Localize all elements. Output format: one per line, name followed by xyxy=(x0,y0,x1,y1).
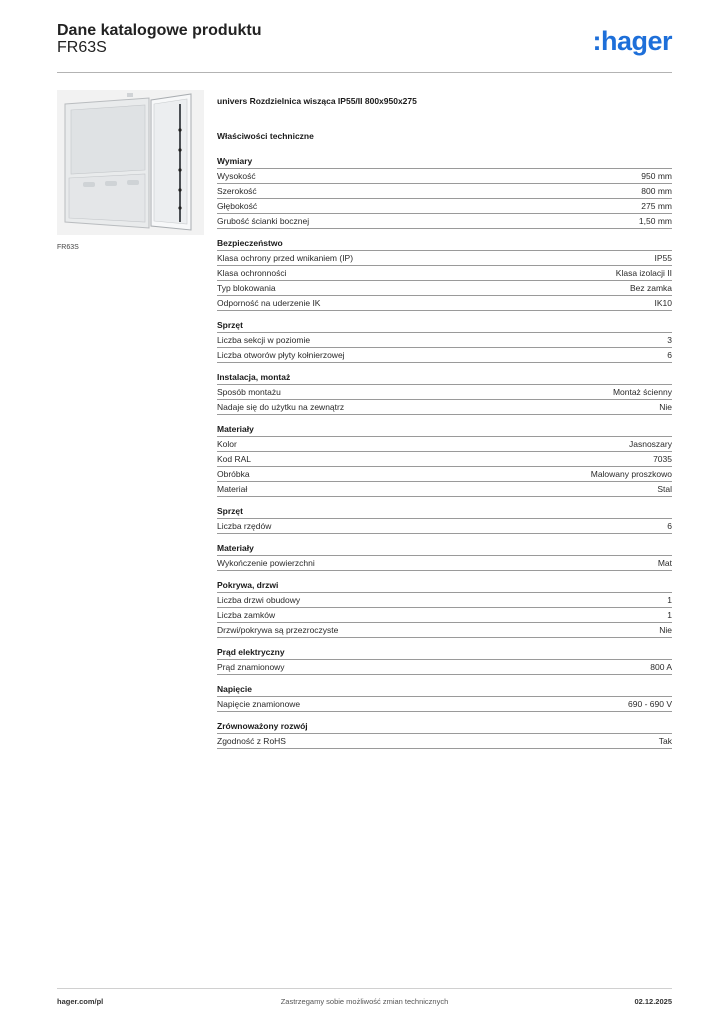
section-title: Instalacja, montaż xyxy=(217,371,672,385)
spec-value: 1,50 mm xyxy=(638,216,672,226)
spec-row xyxy=(217,660,672,675)
spec-row xyxy=(217,251,672,266)
spec-value: Klasa izolacji II xyxy=(615,268,672,278)
spec-row xyxy=(217,296,672,311)
section-title: Prąd elektryczny xyxy=(217,646,672,660)
spec-label: Obróbka xyxy=(217,469,250,479)
footer-date: 02.12.2025 xyxy=(634,997,672,1006)
spec-label: Grubość ścianki bocznej xyxy=(217,216,310,226)
footer-website-link[interactable]: hager.com/pl xyxy=(57,997,104,1006)
product-code: FR63S xyxy=(57,39,107,56)
spec-label: Zgodność z RoHS xyxy=(217,736,286,746)
spec-row xyxy=(217,608,672,623)
spec-label: Wysokość xyxy=(217,171,256,181)
spec-value: IP55 xyxy=(654,253,672,263)
spec-label: Napięcie znamionowe xyxy=(217,699,301,709)
spec-section xyxy=(217,371,672,415)
spec-row xyxy=(217,333,672,348)
spec-value: 950 mm xyxy=(641,171,672,181)
brand-name: :hager xyxy=(592,25,672,56)
section-title: Napięcie xyxy=(217,683,672,697)
spec-row xyxy=(217,467,672,482)
footer-notice: Zastrzegamy sobie możliwość zmian technicznych xyxy=(280,997,449,1006)
spec-value: Stal xyxy=(657,484,672,494)
product-description: univers Rozdzielnica wisząca IP55/II 800x950x275 xyxy=(217,96,417,106)
spec-label: Liczba rzędów xyxy=(217,521,272,531)
spec-value: 1 xyxy=(667,610,672,620)
spec-label: Liczba zamków xyxy=(217,610,276,620)
spec-row xyxy=(217,452,672,467)
section-title: Sprzęt xyxy=(217,505,672,519)
spec-value: Tak xyxy=(658,736,672,746)
spec-value: 800 mm xyxy=(641,186,672,196)
spec-label: Typ blokowania xyxy=(217,283,276,293)
spec-row xyxy=(217,593,672,608)
spec-value: Montaż ścienny xyxy=(612,387,672,397)
section-title: Pokrywa, drzwi xyxy=(217,579,672,593)
section-title: Materiały xyxy=(217,423,672,437)
product-image xyxy=(57,90,204,235)
spec-section xyxy=(217,720,672,749)
spec-section xyxy=(217,505,672,534)
spec-row xyxy=(217,482,672,497)
spec-row xyxy=(217,519,672,534)
spec-section xyxy=(217,155,672,229)
enclosure-illustration xyxy=(57,90,204,235)
spec-section xyxy=(217,319,672,363)
spec-label: Kod RAL xyxy=(217,454,252,464)
spec-label: Głębokość xyxy=(217,201,258,211)
spec-row xyxy=(217,623,672,638)
spec-value: Nie xyxy=(659,402,672,412)
image-caption: FR63S xyxy=(57,244,79,251)
footer-divider xyxy=(57,988,672,989)
spec-row xyxy=(217,556,672,571)
spec-row xyxy=(217,348,672,363)
spec-label: Liczba sekcji w poziomie xyxy=(217,335,311,345)
spec-label: Kolor xyxy=(217,439,237,449)
spec-row xyxy=(217,734,672,749)
spec-section xyxy=(217,423,672,497)
spec-sections xyxy=(217,155,672,749)
spec-value: 6 xyxy=(667,521,672,531)
spec-value: 690 - 690 V xyxy=(628,699,672,709)
spec-value: 275 mm xyxy=(641,201,672,211)
spec-label: Odporność na uderzenie IK xyxy=(217,298,321,308)
spec-row xyxy=(217,184,672,199)
spec-content xyxy=(217,96,672,757)
spec-row xyxy=(217,214,672,229)
spec-label: Drzwi/pokrywa są przezroczyste xyxy=(217,625,339,635)
spec-label: Liczba drzwi obudowy xyxy=(217,595,301,605)
section-title: Sprzęt xyxy=(217,319,672,333)
spec-value: Jasnoszary xyxy=(629,439,672,449)
page-title: Dane katalogowe produktu xyxy=(57,22,262,39)
spec-value: 6 xyxy=(667,350,672,360)
hager-logo[interactable] xyxy=(592,26,672,56)
section-title: Materiały xyxy=(217,542,672,556)
spec-value: Malowany proszkowo xyxy=(590,469,672,479)
spec-label: Klasa ochronności xyxy=(217,268,287,278)
spec-value: Nie xyxy=(659,625,672,635)
spec-value: 800 A xyxy=(650,662,672,672)
spec-value: Bez zamka xyxy=(629,283,672,293)
spec-section xyxy=(217,579,672,638)
spec-row xyxy=(217,385,672,400)
spec-row xyxy=(217,199,672,214)
spec-row xyxy=(217,169,672,184)
spec-value: 3 xyxy=(667,335,672,345)
spec-label: Szerokość xyxy=(217,186,257,196)
spec-row xyxy=(217,400,672,415)
spec-label: Liczba otworów płyty kołnierzowej xyxy=(217,350,345,360)
spec-section xyxy=(217,542,672,571)
spec-row xyxy=(217,266,672,281)
spec-row xyxy=(217,697,672,712)
spec-section xyxy=(217,646,672,675)
spec-label: Klasa ochrony przed wnikaniem (IP) xyxy=(217,253,354,263)
spec-label: Prąd znamionowy xyxy=(217,662,285,672)
spec-label: Nadaje się do użytku na zewnątrz xyxy=(217,402,345,412)
section-title: Zrównoważony rozwój xyxy=(217,720,672,734)
spec-label: Wykończenie powierzchni xyxy=(217,558,315,568)
spec-value: 7035 xyxy=(653,454,672,464)
header-divider xyxy=(57,72,672,73)
spec-row xyxy=(217,437,672,452)
spec-label: Sposób montażu xyxy=(217,387,281,397)
spec-row xyxy=(217,281,672,296)
spec-value: IK10 xyxy=(654,298,672,308)
section-title: Bezpieczeństwo xyxy=(217,237,672,251)
section-title: Wymiary xyxy=(217,155,672,169)
spec-value: 1 xyxy=(667,595,672,605)
technical-properties-heading: Właściwości techniczne xyxy=(217,131,314,141)
spec-section xyxy=(217,237,672,311)
spec-value: Mat xyxy=(657,558,672,568)
spec-label: Materiał xyxy=(217,484,248,494)
spec-section xyxy=(217,683,672,712)
